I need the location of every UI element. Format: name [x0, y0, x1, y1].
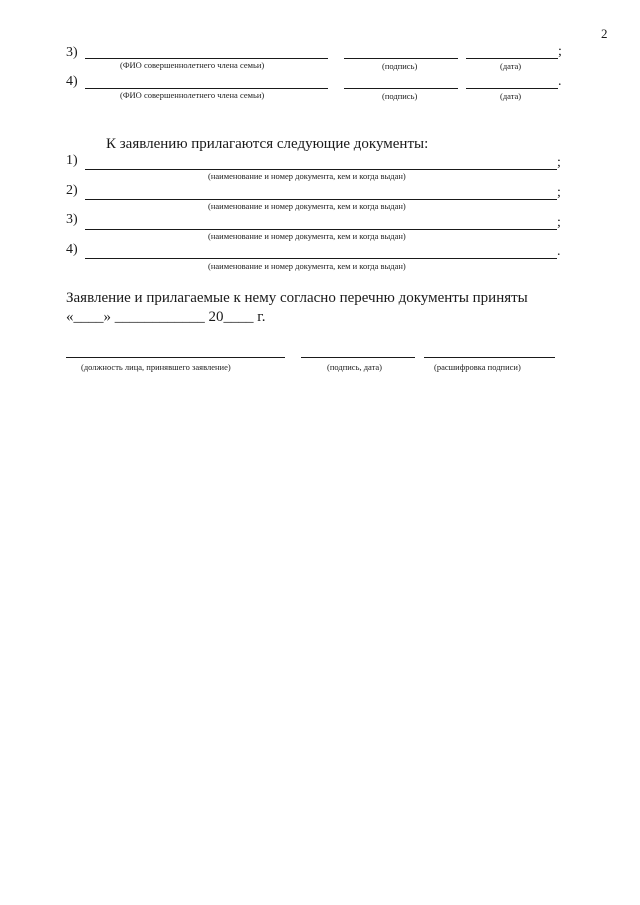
end-punct: ;: [557, 155, 561, 170]
signature-caption: (подпись): [382, 61, 418, 71]
position-field-line[interactable]: [66, 357, 285, 358]
acceptance-date-line[interactable]: «____» ____________ 20____ г.: [66, 309, 266, 325]
date-field-line[interactable]: [466, 88, 558, 89]
name-field-line[interactable]: [85, 58, 328, 59]
documents-heading: К заявлению прилагаются следующие документы:: [106, 136, 429, 152]
acceptance-text: Заявление и прилагаемые к нему согласно перечню документы приняты: [66, 290, 528, 306]
document-field-line[interactable]: [85, 229, 557, 230]
row-number: 2): [66, 183, 78, 198]
date-caption: (дата): [500, 91, 522, 101]
signature-caption: (подпись): [382, 91, 418, 101]
document-field-line[interactable]: [85, 199, 557, 200]
end-punct: ;: [558, 44, 562, 59]
signature-field-line[interactable]: [344, 58, 458, 59]
name-caption: (ФИО совершеннолетнего члена семьи): [120, 60, 265, 70]
position-caption: (должность лица, принявшего заявление): [81, 362, 231, 372]
document-caption: (наименование и номер документа, кем и когда выдан): [208, 261, 406, 271]
document-caption: (наименование и номер документа, кем и когда выдан): [208, 171, 406, 181]
row-number: 4): [66, 74, 78, 89]
row-number: 3): [66, 212, 78, 227]
signature-date-caption: (подпись, дата): [327, 362, 383, 372]
row-number: 4): [66, 242, 78, 257]
decoding-caption: (расшифровка подписи): [434, 362, 521, 372]
decoding-field-line[interactable]: [424, 357, 555, 358]
document-field-line[interactable]: [85, 258, 557, 259]
date-field-line[interactable]: [466, 58, 558, 59]
end-punct: ;: [557, 215, 561, 230]
document-caption: (наименование и номер документа, кем и когда выдан): [208, 231, 406, 241]
signature-date-field-line[interactable]: [301, 357, 415, 358]
name-field-line[interactable]: [85, 88, 328, 89]
end-punct: .: [558, 74, 562, 89]
end-punct: ;: [557, 185, 561, 200]
row-number: 1): [66, 153, 78, 168]
name-caption: (ФИО совершеннолетнего члена семьи): [120, 90, 265, 100]
row-number: 3): [66, 45, 78, 60]
signature-field-line[interactable]: [344, 88, 458, 89]
date-caption: (дата): [500, 61, 522, 71]
end-punct: .: [557, 244, 561, 259]
document-caption: (наименование и номер документа, кем и когда выдан): [208, 201, 406, 211]
page-number: 2: [601, 26, 608, 41]
document-field-line[interactable]: [85, 169, 557, 170]
